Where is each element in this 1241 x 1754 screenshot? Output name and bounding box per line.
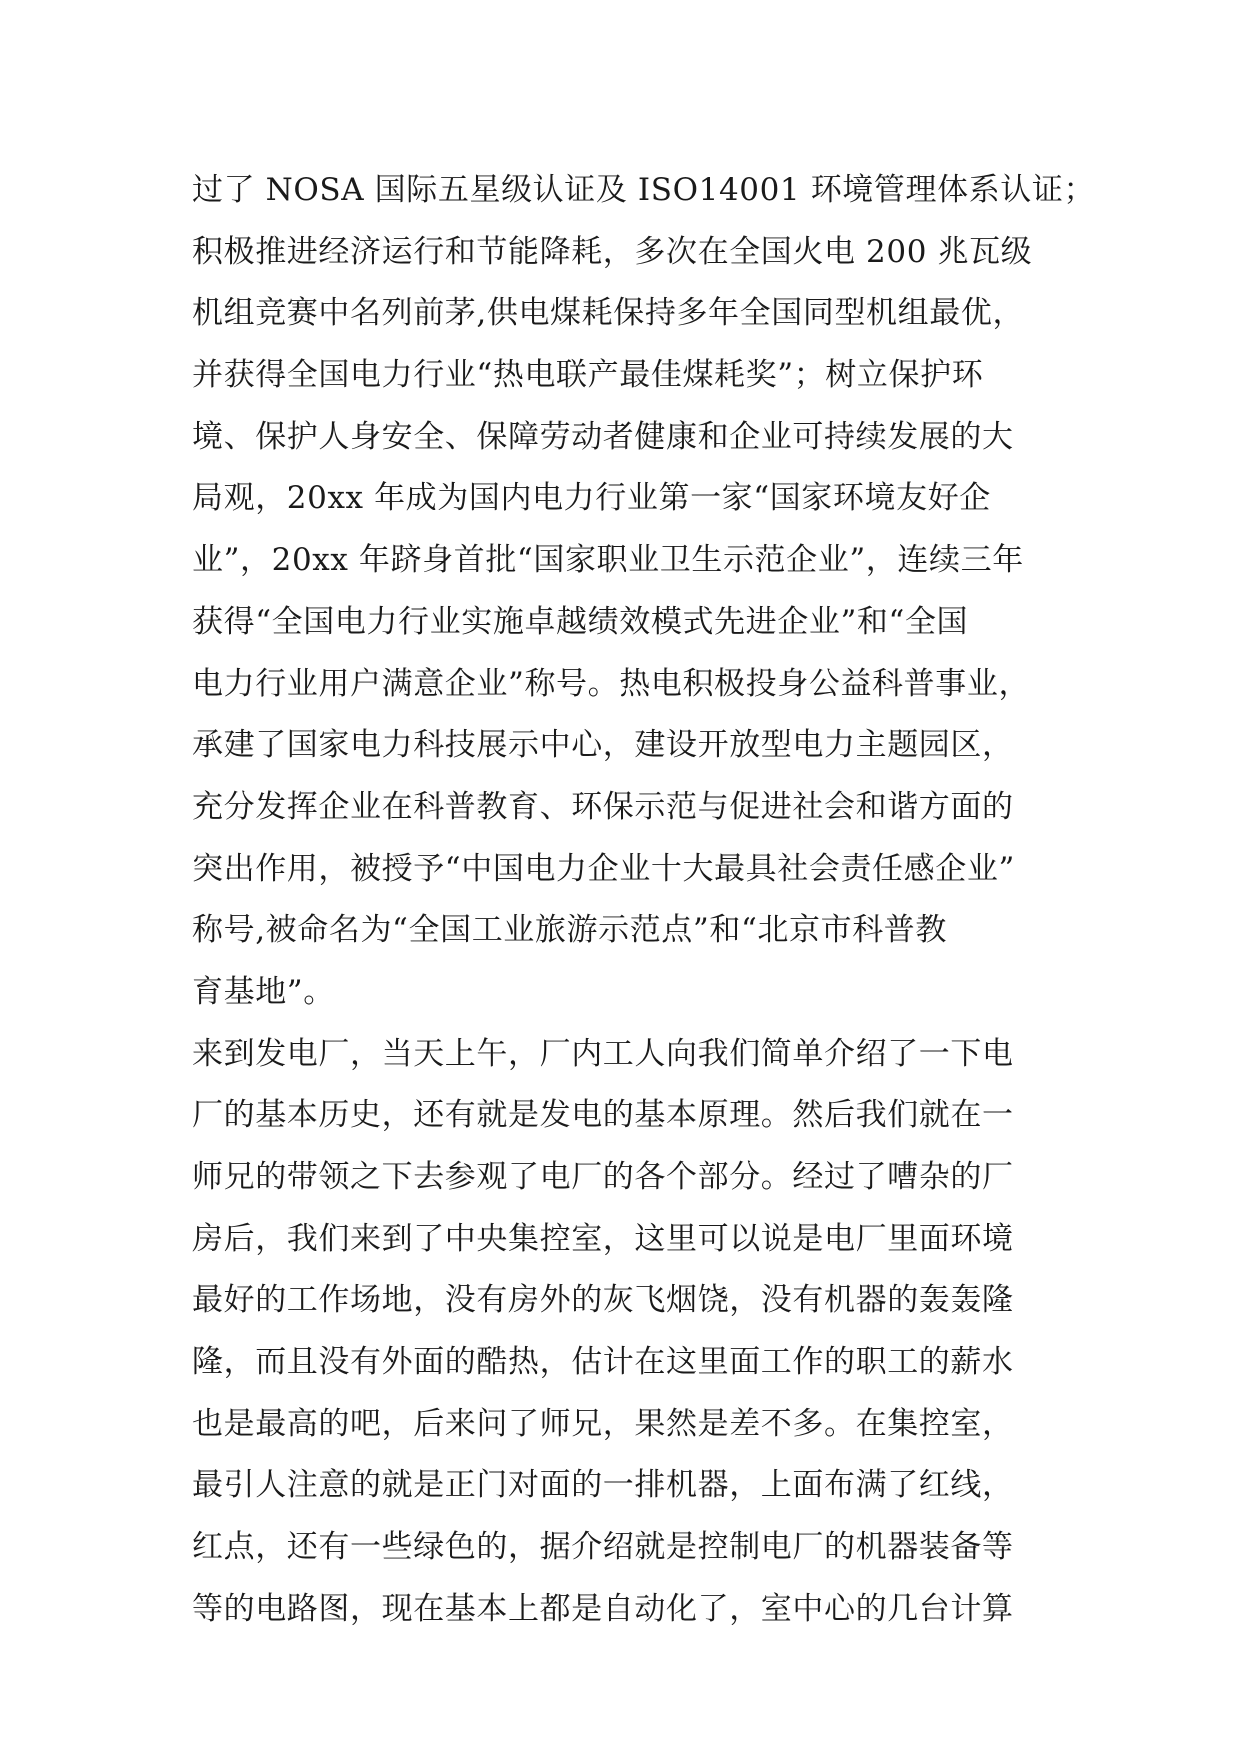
text-line: 并获得全国电力行业“热电联产最佳煤耗奖”；树立保护环 xyxy=(192,357,984,394)
text-line: 等的电路图，现在基本上都是自动化了，室中心的几台计算 xyxy=(192,1590,1014,1627)
text-line: 电力行业用户满意企业”称号。热电积极投身公益科普事业， xyxy=(192,665,1031,702)
text-line: 也是最高的吧，后来问了师兄，果然是差不多。在集控室， xyxy=(192,1405,1014,1442)
text-line: 红点，还有一些绿色的，据介绍就是控制电厂的机器装备等 xyxy=(192,1529,1014,1566)
text-line: 育基地”。 xyxy=(192,973,335,1010)
text-line: 厂的基本历史，还有就是发电的基本原理。然后我们就在一 xyxy=(192,1097,1014,1134)
text-line: 积极推进经济运行和节能降耗，多次在全国火电 200 兆瓦级 xyxy=(192,233,1033,270)
text-line: 机组竞赛中名列前茅,供电煤耗保持多年全国同型机组最优， xyxy=(192,295,1025,332)
text-line: 最引人注意的就是正门对面的一排机器，上面布满了红线， xyxy=(192,1467,1014,1504)
text-line: 境、保护人身安全、保障劳动者健康和企业可持续发展的大 xyxy=(192,418,1014,455)
text-line: 承建了国家电力科技展示中心，建设开放型电力主题园区， xyxy=(192,727,1014,764)
text-line: 业”，20xx 年跻身首批“国家职业卫生示范企业”，连续三年 xyxy=(192,542,1024,579)
text-line: 突出作用，被授予“中国电力企业十大最具社会责任感企业” xyxy=(192,850,1015,887)
text-line: 称号,被命名为“全国工业旅游示范点”和“北京市科普教 xyxy=(192,912,947,949)
body-text xyxy=(192,160,1096,1641)
text-line: 局观，20xx 年成为国内电力行业第一家“国家环境友好企 xyxy=(192,480,991,517)
text-line: 获得“全国电力行业实施卓越绩效模式先进企业”和“全国 xyxy=(192,603,969,640)
text-line: 过了 NOSA 国际五星级认证及 ISO14001 环境管理体系认证； xyxy=(192,172,1096,208)
text-line: 师兄的带领之下去参观了电厂的各个部分。经过了嘈杂的厂 xyxy=(192,1159,1014,1195)
text-line: 充分发挥企业在科普教育、环保示范与促进社会和谐方面的 xyxy=(192,788,1014,825)
text-line: 来到发电厂，当天上午，厂内工人向我们简单介绍了一下电 xyxy=(192,1035,1014,1072)
text-line: 隆，而且没有外面的酷热，估计在这里面工作的职工的薪水 xyxy=(192,1344,1014,1381)
text-line: 最好的工作场地，没有房外的灰飞烟饶，没有机器的轰轰隆 xyxy=(192,1282,1014,1319)
text-line: 房后，我们来到了中央集控室，这里可以说是电厂里面环境 xyxy=(192,1220,1014,1257)
